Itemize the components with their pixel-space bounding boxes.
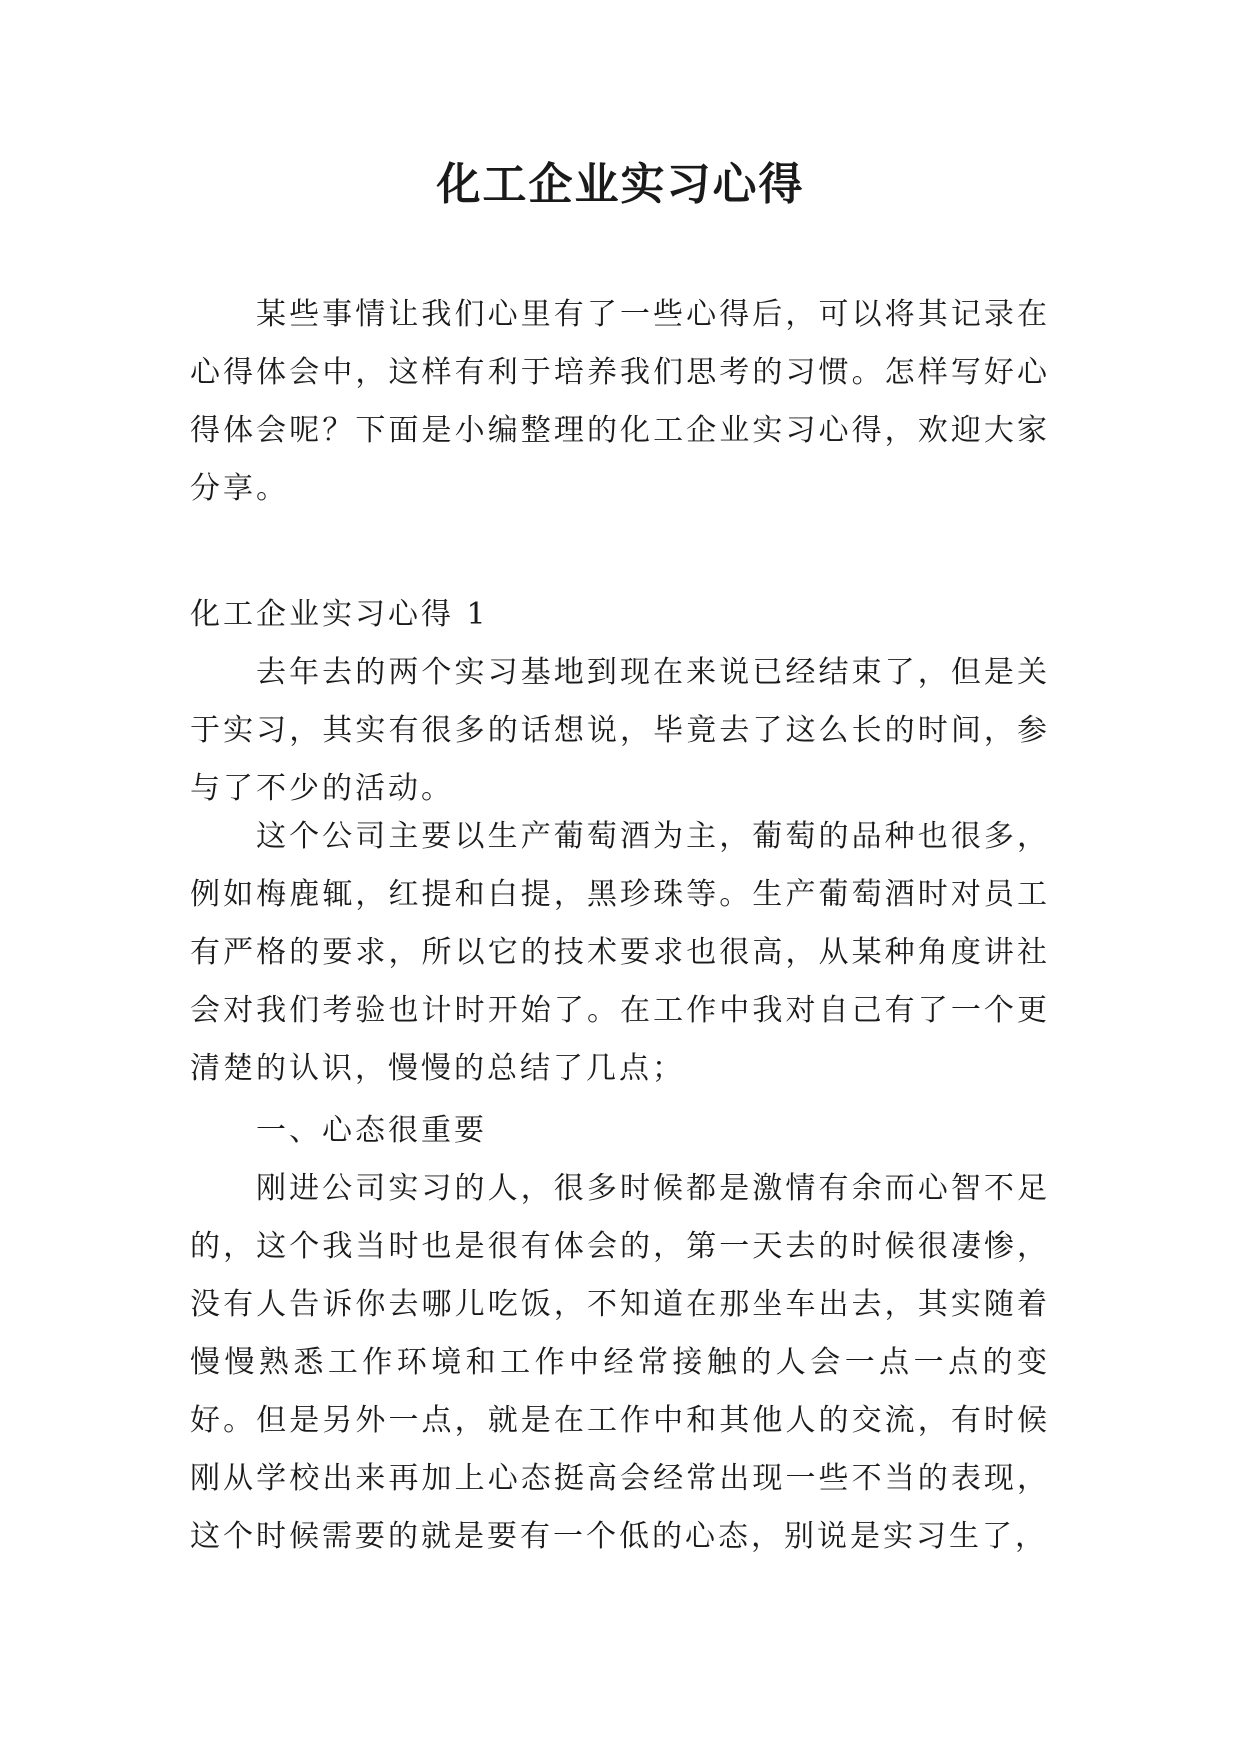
page-title: 化工企业实习心得 [436,159,805,210]
body-paragraph-1: 去年去的两个实习基地到现在来说已经结束了，但是关于实习，其实有很多的话想说，毕竟去了这么长的时间，参与了不少的活动。 [190,655,1050,806]
section-heading: 化工企业实习心得 1 [190,597,489,632]
subheading-1: 一、心态很重要 [256,1113,487,1148]
intro-paragraph: 某些事情让我们心里有了一些心得后，可以将其记录在心得体会中，这样有利于培养我们思考的习惯。怎样写好心得体会呢？下面是小编整理的化工企业实习心得，欢迎大家分享。 [190,297,1050,506]
body-paragraph-3: 刚进公司实习的人，很多时候都是激情有余而心智不足的，这个我当时也是很有体会的，第一天去的时候很凄惨，没有人告诉你去哪儿吃饭，不知道在那坐车出去，其实随着慢慢熟悉工作环境和工作中经常接触的人会一点一点的变好。但是另外一点，就是在工作中和其他人的交流，有时候刚从学校出来再加上心态挺高会经常出现一些不当的表现，这个时候需要的就是要有一个低的心态，别说是实习生了， [190,1171,1050,1554]
body-paragraph-2: 这个公司主要以生产葡萄酒为主，葡萄的品种也很多，例如梅鹿辄，红提和白提，黑珍珠等。生产葡萄酒时对员工有严格的要求，所以它的技术要求也很高，从某种角度讲社会对我们考验也计时开始了。在工作中我对自己有了一个更清楚的认识，慢慢的总结了几点； [190,819,1050,1086]
